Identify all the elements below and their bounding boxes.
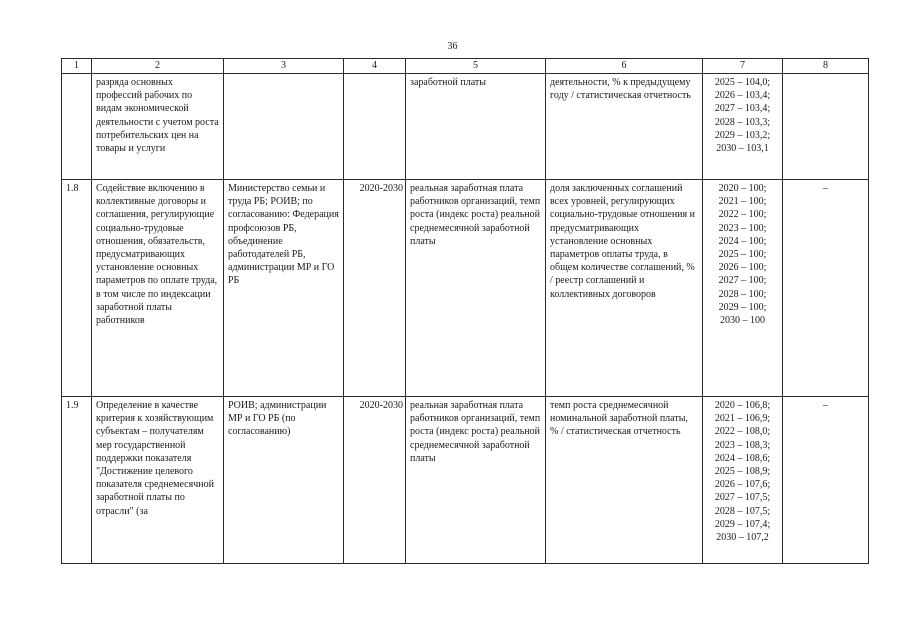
page-number: 36 — [447, 41, 458, 52]
target-value: 2026 – 107,6; — [714, 479, 771, 491]
target-value: 2024 – 100; — [718, 235, 767, 247]
target-value: 2025 – 100; — [718, 249, 767, 261]
target-value: 2022 – 108,0; — [714, 426, 771, 438]
column-8-value: – — [783, 397, 869, 564]
target-value: 2023 – 100; — [718, 222, 767, 234]
row-number: 1.9 — [62, 397, 92, 564]
column-8-value — [783, 74, 869, 180]
target-value: 2025 – 108,9; — [714, 466, 771, 478]
target-value: 2029 – 103,2; — [714, 129, 771, 141]
period: 2020-2030 — [344, 180, 406, 397]
target-values — [703, 180, 783, 397]
target-values — [703, 397, 783, 564]
table-row — [62, 74, 869, 180]
column-8-value: – — [783, 180, 869, 397]
measure-description: Определение в качестве критерия к хозяйствующим субъектам – получателям мер государственной поддержки показателя "Достижение целевого показателя среднемесячной заработной платы по отрасли" (за — [92, 397, 224, 564]
target-value: 2028 – 107,5; — [714, 505, 771, 517]
target-value: 2023 – 108,3; — [714, 439, 771, 451]
target-value: 2028 – 100; — [718, 288, 767, 300]
target-value: 2022 – 100; — [718, 209, 767, 221]
table-row — [62, 180, 869, 397]
target-value: 2020 – 100; — [718, 183, 767, 194]
target-value: 2030 – 107,2 — [716, 532, 769, 544]
period: 2020-2030 — [344, 397, 406, 564]
target-value: 2029 – 100; — [718, 301, 767, 313]
column-header-2: 2 — [92, 59, 224, 74]
measure-unit-source: доля заключенных соглашений всех уровней, регулирующих социально-трудовые отношения и предусматривающих установление основных параметров оплаты труда, в общем количестве соглашений, % / реестр соглашений и коллективных договоров — [546, 180, 703, 397]
indicator: реальная заработная плата работников организаций, темп роста (индекс роста) реальной среднемесячной заработной платы — [406, 397, 546, 564]
row-number — [62, 74, 92, 180]
column-header-7: 7 — [703, 59, 783, 74]
target-value: 2030 – 103,1 — [716, 143, 769, 155]
measure-unit-source: темп роста среднемесячной номинальной заработной платы, % / статистическая отчетность — [546, 397, 703, 564]
indicator: реальная заработная плата работников организаций, темп роста (индекс роста) реальной среднемесячной заработной платы — [406, 180, 546, 397]
indicator: заработной платы — [406, 74, 546, 180]
header-row — [62, 59, 869, 74]
target-value: 2026 – 100; — [718, 262, 767, 274]
column-header-8: 8 — [783, 59, 869, 74]
column-header-4: 4 — [344, 59, 406, 74]
target-value: 2027 – 100; — [718, 275, 767, 287]
target-value: 2029 – 107,4; — [714, 518, 771, 530]
target-value: 2024 – 108,6; — [714, 452, 771, 464]
target-value: 2025 – 104,0; — [714, 77, 771, 88]
target-value: 2021 – 106,9; — [714, 413, 771, 425]
executors — [224, 74, 344, 180]
column-header-5: 5 — [406, 59, 546, 74]
executors: РОИВ; администрации МР и ГО РБ (по согласованию) — [224, 397, 344, 564]
table-row — [62, 397, 869, 564]
column-header-6: 6 — [546, 59, 703, 74]
target-value: 2027 – 103,4; — [714, 103, 771, 115]
target-values — [703, 74, 783, 180]
measure-unit-source: деятельности, % к предыдущему году / статистическая отчетность — [546, 74, 703, 180]
target-value: 2020 – 106,8; — [714, 400, 771, 411]
period — [344, 74, 406, 180]
column-header-1: 1 — [62, 59, 92, 74]
target-value: 2030 – 100 — [720, 315, 765, 327]
measure-description: разряда основных профессий рабочих по видам экономической деятельности с учетом роста потребительских цен на товары и услуги — [92, 74, 224, 180]
column-header-3: 3 — [224, 59, 344, 74]
target-value: 2021 – 100; — [718, 196, 767, 208]
target-value: 2028 – 103,3; — [714, 116, 771, 128]
measure-description: Содействие включению в коллективные договоры и соглашения, регулирующие социально-трудовые отношения, обязательств, предусматривающих установление основных параметров по оплате труда, в том числе по индексации заработной платы работников — [92, 180, 224, 397]
target-value: 2026 – 103,4; — [714, 90, 771, 102]
target-value: 2027 – 107,5; — [714, 492, 771, 504]
executors: Министерство семьи и труда РБ; РОИВ; по согласованию: Федерация профсоюзов РБ, объединение работодателей РБ, администрации МР и ГО РБ — [224, 180, 344, 397]
row-number: 1.8 — [62, 180, 92, 397]
measures-table — [61, 58, 869, 564]
